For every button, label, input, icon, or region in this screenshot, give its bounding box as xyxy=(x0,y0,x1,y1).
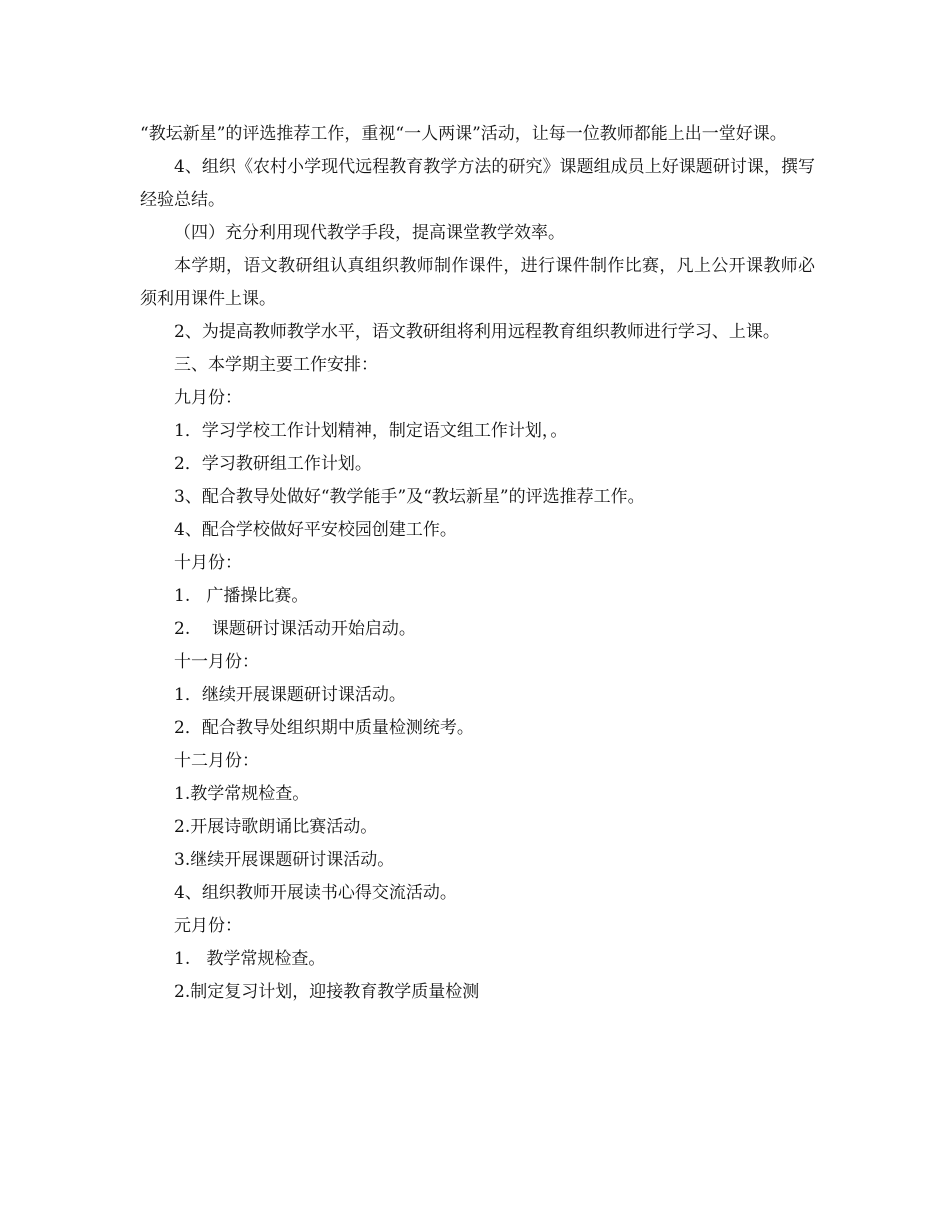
list-item: 2．配合教导处组织期中质量检测统考。 xyxy=(174,718,474,738)
month-heading: 十一月份： xyxy=(174,652,259,672)
list-item: 3.继续开展课题研讨课活动。 xyxy=(174,850,395,870)
list-item: 4、组织教师开展读书心得交流活动。 xyxy=(174,883,457,903)
list-item: 1. 教学常规检查。 xyxy=(174,949,326,969)
paragraph: “教坛新星”的评选推荐工作，重视“一人两课”活动，让每一位教师都能上出一堂好课。 xyxy=(140,124,787,144)
section-heading: 三、本学期主要工作安排： xyxy=(174,355,378,375)
list-item: 4、配合学校做好平安校园创建工作。 xyxy=(174,520,457,540)
list-item: 2．学习教研组工作计划。 xyxy=(174,454,372,474)
month-heading: 十二月份： xyxy=(174,751,259,771)
list-item: 3、配合教导处做好“教学能手”及“教坛新星”的评选推荐工作。 xyxy=(174,487,645,507)
list-item: 1. 广播操比赛。 xyxy=(174,586,309,606)
list-item: 1．学习学校工作计划精神，制定语文组工作计划，。 xyxy=(174,421,568,441)
list-item: 2. 课题研讨课活动开始启动。 xyxy=(174,619,416,639)
paragraph: 4、组织《农村小学现代远程教育教学方法的研究》课题组成员上好课题研讨课，撰写经验总结。 xyxy=(140,157,815,210)
list-item: 2.开展诗歌朗诵比赛活动。 xyxy=(174,817,378,837)
month-heading: 九月份： xyxy=(174,388,242,408)
month-heading: 十月份： xyxy=(174,553,242,573)
list-item: 1．继续开展课题研讨课活动。 xyxy=(174,685,406,705)
list-item: 1.教学常规检查。 xyxy=(174,784,310,804)
list-item: 2.制定复习计划，迎接教育教学质量检测 xyxy=(174,982,480,1002)
section-heading: （四）充分利用现代教学手段，提高课堂教学效率。 xyxy=(174,223,565,243)
paragraph: 本学期，语文教研组认真组织教师制作课件，进行课件制作比赛，凡上公开课教师必须利用课件上课。 xyxy=(140,256,815,309)
paragraph: 2、为提高教师教学水平，语文教研组将利用远程教育组织教师进行学习、上课。 xyxy=(174,322,780,342)
document-body xyxy=(140,118,815,1009)
month-heading: 元月份： xyxy=(174,916,242,936)
